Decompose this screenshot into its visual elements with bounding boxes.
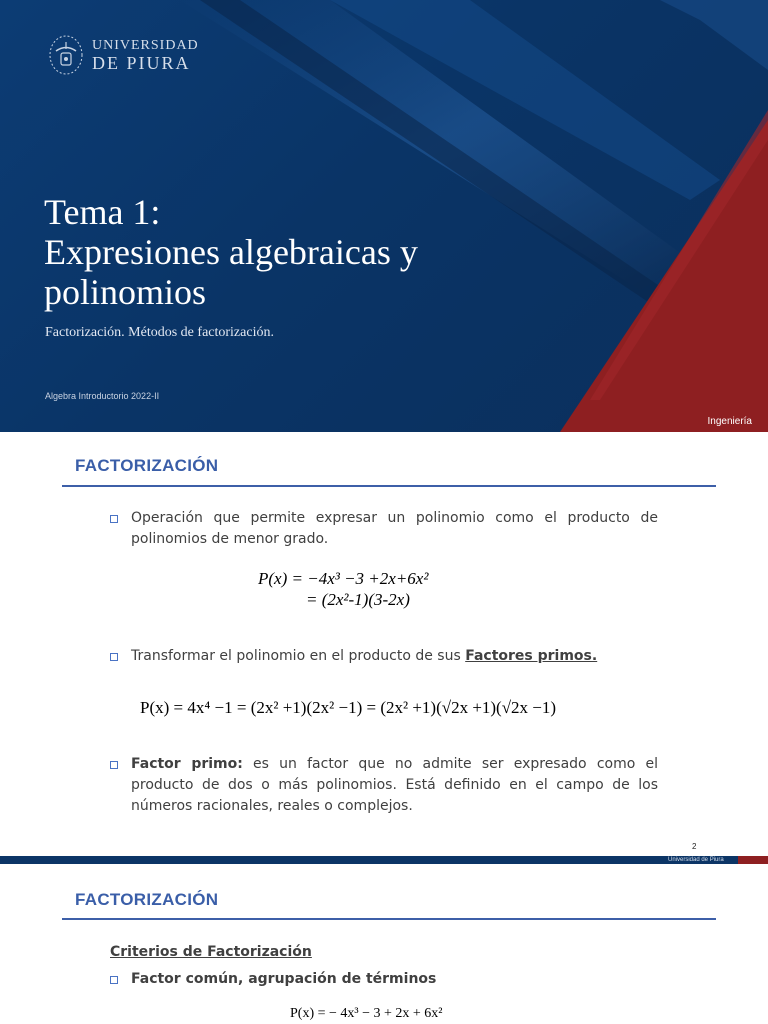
footer-text: Universidad de Piura [668, 857, 724, 863]
equation-example-3: P(x) = − 4x³ − 3 + 2x + 6x² [290, 1006, 443, 1021]
equation-line-2: = (2x²-1)(3-2x) [306, 590, 410, 609]
equation-example-1 [258, 568, 428, 610]
title-line-1: Tema 1: [44, 192, 161, 232]
university-logo [48, 34, 199, 76]
equation-example-2: P(x) = 4x⁴ −1 = (2x² +1)(2x² −1) = (2x² +1)(√2x +1)(√2x −1) [140, 698, 557, 717]
university-seal-icon [48, 34, 84, 76]
slide-heading: FACTORIZACIÓN [75, 890, 219, 909]
slide-heading: FACTORIZACIÓN [75, 456, 219, 475]
heading-divider [62, 918, 716, 920]
square-bullet-icon [110, 761, 118, 769]
bullet-prime-factor-definition [110, 754, 658, 817]
bullet-common-factor [110, 969, 658, 990]
square-bullet-icon [110, 653, 118, 661]
square-bullet-icon [110, 515, 118, 523]
title-line-2: Expresiones algebraicas y [44, 232, 418, 272]
prime-factor-term: Factor primo: [131, 756, 243, 772]
title-line-3: polinomios [44, 272, 207, 312]
heading-divider [62, 485, 716, 487]
square-bullet-icon [110, 976, 118, 984]
content-slide-3 [0, 864, 768, 1024]
content-slide-2 [0, 432, 768, 864]
prime-factors-term: Factores primos. [465, 648, 598, 664]
bullet-text: Operación que permite expresar un polinomio como el producto de polinomios de menor grado. [131, 510, 658, 547]
logo-line-2: DE PIURA [92, 52, 191, 73]
title-slide [0, 0, 768, 432]
section-title: Criterios de Factorización [110, 944, 312, 960]
bullet-prime-factors [110, 646, 658, 667]
page-number: 2 [692, 842, 697, 851]
faculty-label: Ingeniería [707, 416, 752, 427]
slide-subtitle: Factorización. Métodos de factorización. [45, 325, 274, 340]
equation-line-1: P(x) = −4x³ −3 +2x+6x² [258, 569, 429, 588]
bullet-text: es un factor que no admite ser expresado como el producto de dos o más polinomios. Está definido en el campo de los números racionales, reales o complejos. [131, 756, 658, 814]
slide-title [44, 192, 564, 312]
bullet-text: Factor común, agrupación de términos [131, 971, 437, 987]
bullet-text: Transformar el polinomio en el producto de sus [131, 648, 466, 664]
course-label: Algebra Introductorio 2022-II [45, 391, 160, 401]
bullet-definition [110, 508, 658, 550]
footer-red-accent [738, 856, 768, 864]
logo-line-1: UNIVERSIDAD [92, 37, 199, 53]
footer-bar [0, 856, 768, 864]
